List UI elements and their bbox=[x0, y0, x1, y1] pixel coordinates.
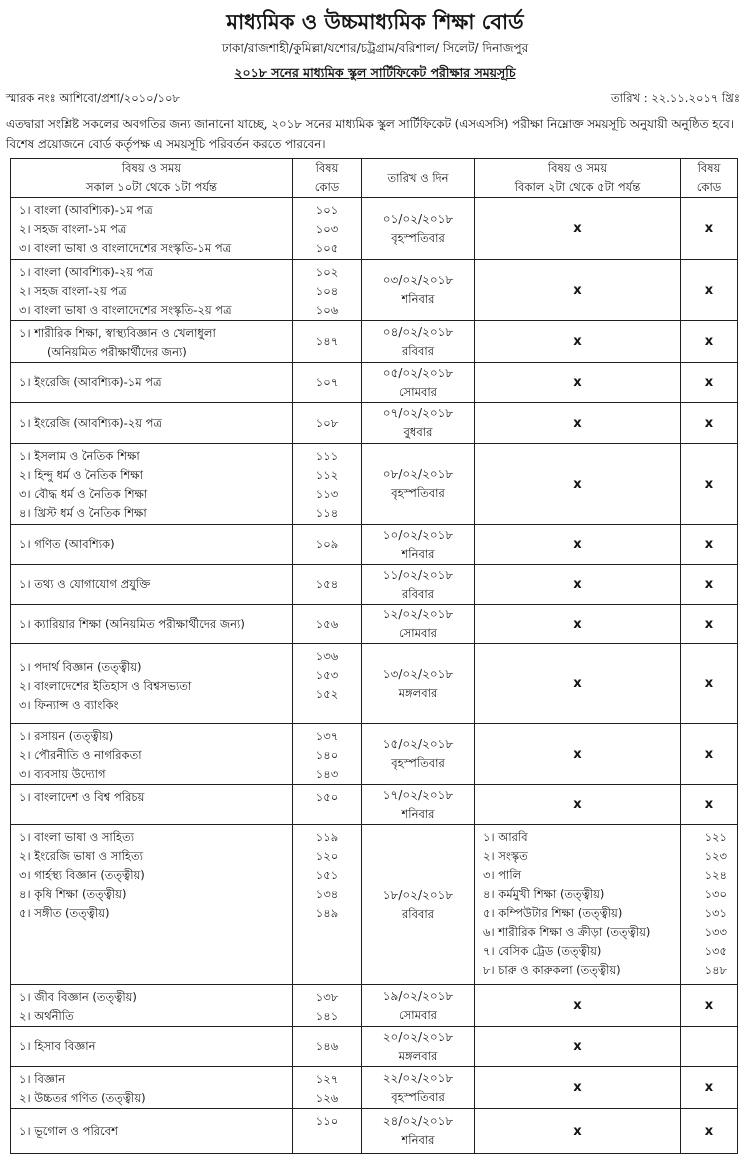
table-row bbox=[11, 565, 738, 605]
subject: ৫। সঙ্গীত (তত্ত্বীয়) bbox=[19, 906, 110, 920]
subject-code: ১৫১ bbox=[315, 868, 339, 882]
subject-note: (অনিয়মিত পরীক্ষার্থীদের জন্য) bbox=[47, 345, 187, 359]
weekday: বৃহস্পতিবার bbox=[391, 1089, 445, 1104]
table-row bbox=[11, 605, 738, 644]
subject: ২। বাংলাদেশের ইতিহাস ও বিশ্বসভ্যতা bbox=[19, 679, 192, 693]
board-title: মাধ্যমিক ও উচ্চমাধ্যমিক শিক্ষা বোর্ড bbox=[226, 10, 524, 34]
subject: ২। অর্থনীতি bbox=[19, 1009, 74, 1023]
subject: ১। গণিত (আবশ্যিক) bbox=[19, 537, 115, 551]
subject-code: ১৫৪ bbox=[315, 577, 339, 591]
afternoon-code: x bbox=[681, 785, 738, 825]
table-row bbox=[11, 724, 738, 785]
header-morning-subject-label: বিষয় ও সময় bbox=[121, 161, 182, 175]
morning-subjects bbox=[11, 198, 293, 260]
table-row bbox=[11, 1109, 738, 1154]
afternoon-subject: x bbox=[475, 321, 681, 363]
table-row bbox=[11, 260, 738, 321]
subject-codes bbox=[293, 1109, 362, 1154]
subject: ১। হিসাব বিজ্ঞান bbox=[19, 1039, 96, 1053]
subject-codes bbox=[293, 444, 362, 525]
subject-code: ১০৬ bbox=[315, 303, 339, 317]
exam-date bbox=[362, 785, 475, 825]
table-header-row bbox=[11, 159, 738, 198]
morning-subjects bbox=[11, 260, 293, 321]
subject: ১। ক্যারিয়ার শিক্ষা (অনিয়মিত পরীক্ষার্থীদের জন্য) bbox=[19, 616, 245, 631]
date: ২০/০২/২০১৮ bbox=[382, 1029, 454, 1044]
exam-date bbox=[362, 260, 475, 321]
afternoon-subjects bbox=[475, 825, 681, 985]
exam-date bbox=[362, 1067, 475, 1109]
morning-subjects bbox=[11, 565, 293, 605]
subject: ১। বাংলা ভাষা ও সাহিত্য bbox=[19, 830, 135, 844]
table-row bbox=[11, 644, 738, 724]
date: ১৩/০২/২০১৮ bbox=[382, 666, 454, 681]
afternoon-code: x bbox=[681, 444, 738, 525]
subject-code: ১০৮ bbox=[315, 415, 339, 430]
subject: ১। ইংরেজি (আবশ্যিক)-১ম পত্র bbox=[19, 375, 162, 389]
subject-code: ১১৯ bbox=[315, 830, 339, 844]
exam-date bbox=[362, 525, 475, 565]
header-afternoon-subject-label: বিষয় ও সময় bbox=[547, 161, 608, 175]
table-row bbox=[11, 403, 738, 444]
morning-subjects bbox=[11, 644, 293, 724]
subject-code: ১৫০ bbox=[315, 790, 339, 804]
subject-codes bbox=[293, 321, 362, 363]
afternoon-subject: ৪। কর্মমুখী শিক্ষা (তত্ত্বীয়) bbox=[483, 887, 605, 901]
subject: ১। ইসলাম ও নৈতিক শিক্ষা bbox=[19, 449, 140, 463]
weekday: শনিবার bbox=[401, 806, 435, 821]
afternoon-code: x bbox=[681, 403, 738, 444]
subject-code: ১৪১ bbox=[315, 1009, 339, 1023]
morning-subjects bbox=[11, 1027, 293, 1067]
schedule-title bbox=[0, 65, 750, 81]
morning-subjects bbox=[11, 403, 293, 444]
header-date-day: তারিখ ও দিন bbox=[362, 159, 475, 198]
afternoon-subject: ৩। পালি bbox=[483, 868, 522, 882]
date: ০৮/০২/২০১৮ bbox=[382, 467, 454, 481]
subject-codes bbox=[293, 605, 362, 644]
date: ০৫/০২/২০১৮ bbox=[382, 365, 454, 380]
weekday: রবিবার bbox=[401, 906, 435, 921]
subject-codes bbox=[293, 363, 362, 403]
subject-code: ১৩৭ bbox=[315, 729, 339, 743]
morning-subjects bbox=[11, 1067, 293, 1109]
subject: ২। হিন্দু ধর্ম ও নৈতিক শিক্ষা bbox=[19, 468, 143, 482]
afternoon-subject: x bbox=[475, 363, 681, 403]
subject-code: ১৪৩ bbox=[315, 767, 339, 781]
header-morning-time: সকাল ১০টা থেকে ১টা পর্যন্ত bbox=[86, 180, 217, 194]
subject-codes bbox=[293, 260, 362, 321]
subject-code: ১৫২ bbox=[315, 687, 339, 701]
subject-code: ১৪৭ bbox=[315, 334, 339, 348]
subject-code: ১০৫ bbox=[315, 241, 339, 255]
board-list: ঢাকা/রাজশাহী/কুমিল্লা/যশোর/চট্রগ্রাম/বরিশাল/ সিলেট/ দিনাজপুর bbox=[221, 41, 529, 55]
date: ০৩/০২/২০১৮ bbox=[382, 273, 454, 287]
subject: ৪। কৃষি শিক্ষা (তত্ত্বীয়) bbox=[19, 887, 127, 901]
subject-code: ১১৩ bbox=[315, 487, 339, 501]
subject: ৩। বাংলা ভাষা ও বাংলাদেশের সংস্কৃতি-২য় পত্র bbox=[19, 303, 232, 317]
afternoon-code: ১৩৫ bbox=[704, 944, 727, 958]
afternoon-subject: ১। আরবি bbox=[483, 830, 528, 844]
subject: ৪। খ্রিস্ট ধর্ম ও নৈতিক শিক্ষা bbox=[19, 506, 147, 520]
subject: ২। উচ্চতর গণিত (তত্ত্বীয়) bbox=[19, 1091, 146, 1105]
subject: ২। ইংরেজি ভাষা ও সাহিত্য bbox=[19, 849, 143, 863]
afternoon-subject: x bbox=[475, 403, 681, 444]
table-row bbox=[11, 785, 738, 825]
subject-code: ১১০ bbox=[315, 1114, 339, 1128]
exam-date bbox=[362, 605, 475, 644]
morning-subjects bbox=[11, 444, 293, 525]
weekday: মঙ্গলবার bbox=[398, 1048, 438, 1063]
exam-date bbox=[362, 1027, 475, 1067]
afternoon-subject: x bbox=[475, 444, 681, 525]
header-afternoon-code-l2: কোড bbox=[696, 180, 722, 194]
subject-code: ১০৩ bbox=[315, 222, 339, 236]
weekday: রবিবার bbox=[401, 343, 435, 358]
afternoon-subject: x bbox=[475, 1067, 681, 1109]
afternoon-subject: ৬। শারীরিক শিক্ষা ও ক্রীড়া (তত্ত্বীয়) bbox=[483, 925, 651, 939]
table-row bbox=[11, 363, 738, 403]
afternoon-code: x bbox=[681, 605, 738, 644]
afternoon-subject: x bbox=[475, 1027, 681, 1067]
weekday: বুধবার bbox=[403, 425, 433, 439]
afternoon-subject: ৮। চারু ও কারুকলা (তত্ত্বীয়) bbox=[483, 963, 621, 977]
morning-subjects bbox=[11, 363, 293, 403]
afternoon-subject: x bbox=[475, 1109, 681, 1154]
morning-subjects bbox=[11, 825, 293, 985]
afternoon-subject: ৭। বেসিক ট্রেড (তত্ত্বীয়) bbox=[483, 944, 602, 958]
table-row bbox=[11, 985, 738, 1027]
subject-codes bbox=[293, 565, 362, 605]
afternoon-subject: x bbox=[475, 724, 681, 785]
subject-code: ১৩৮ bbox=[315, 990, 339, 1004]
subject: ১। রসায়ন (তত্ত্বীয়) bbox=[19, 729, 114, 743]
afternoon-codes bbox=[681, 825, 738, 985]
afternoon-subject: ৫। কম্পিউটার শিক্ষা (তত্ত্বীয়) bbox=[483, 906, 623, 920]
afternoon-subject: x bbox=[475, 785, 681, 825]
subject: ২। সহজ বাংলা-২য় পত্র bbox=[19, 284, 127, 298]
subject-code: ১০৭ bbox=[315, 375, 339, 389]
weekday: শনিবার bbox=[401, 1133, 435, 1147]
afternoon-code: ১৩১ bbox=[704, 906, 727, 920]
date: ১১/০২/২০১৮ bbox=[382, 567, 454, 582]
afternoon-subject: x bbox=[475, 260, 681, 321]
afternoon-code: x bbox=[681, 724, 738, 785]
date: ০৪/০২/২০১৮ bbox=[382, 324, 454, 339]
morning-subjects bbox=[11, 724, 293, 785]
weekday: সোমবার bbox=[398, 384, 438, 399]
schedule-title-text: ২০১৮ সনের মাধ্যমিক স্কুল সার্টিফিকেট পরীক্ষার সময়সূচি bbox=[234, 65, 516, 80]
subject-code: ১১৪ bbox=[315, 506, 339, 520]
exam-date bbox=[362, 985, 475, 1027]
date: ১২/০২/২০১৮ bbox=[382, 607, 454, 621]
afternoon-code: x bbox=[681, 198, 738, 260]
subject: ১। বাংলা (আবশ্যিক)-১ম পত্র bbox=[19, 203, 153, 217]
weekday: বৃহস্পতিবার bbox=[391, 230, 445, 245]
afternoon-subject: x bbox=[475, 985, 681, 1027]
afternoon-code: ১২১ bbox=[704, 830, 727, 844]
date: ২৪/০২/২০১৮ bbox=[382, 1114, 454, 1128]
subject: ১। ইংরেজি (আবশ্যিক)-২য় পত্র bbox=[19, 415, 162, 430]
header-morning-subject bbox=[11, 159, 293, 198]
subject: ১। ভূগোল ও পরিবেশ bbox=[19, 1123, 118, 1138]
subject: ১। শারীরিক শিক্ষা, স্বাস্থ্যবিজ্ঞান ও খেলাধুলা bbox=[19, 326, 216, 340]
afternoon-code: ১২৩ bbox=[704, 849, 727, 863]
intro-paragraph: এতদ্বারা সংশ্লিষ্ট সকলের অবগতির জন্য জানানো যাচ্ছে, ২০১৮ সনের মাধ্যমিক স্কুল সার্টিফিকেট (এসএসসি) পরীক্ষা নিম্নোক্ত সময়সূচি অনুযায়ী অনুষ্ঠিত হবে। বিশেষ প্রয়োজনে বোর্ড কর্তৃপক্ষ এ সময়সূচি পরিবর্তন করতে পারবেন। bbox=[6, 117, 734, 151]
subject-codes bbox=[293, 198, 362, 260]
subject: ৩। ফিন্যান্স ও ব্যাংকিং bbox=[19, 698, 119, 712]
table-row bbox=[11, 525, 738, 565]
subject-code: ১৩৪ bbox=[315, 887, 339, 901]
date: ১০/০২/২০১৮ bbox=[382, 527, 454, 542]
afternoon-code bbox=[681, 1027, 738, 1067]
weekday: শনিবার bbox=[401, 546, 435, 561]
subject: ২। সহজ বাংলা-১ম পত্র bbox=[19, 222, 127, 236]
subject-codes bbox=[293, 403, 362, 444]
date: ১৫/০২/২০১৮ bbox=[382, 737, 454, 751]
morning-subjects bbox=[11, 321, 293, 363]
afternoon-code: x bbox=[681, 1067, 738, 1109]
subject: ৩। বাংলা ভাষা ও বাংলাদেশের সংস্কৃতি-১ম পত্র bbox=[19, 241, 232, 255]
table-row bbox=[11, 321, 738, 363]
subject-code: ১০৯ bbox=[315, 537, 339, 551]
subject-code: ১১১ bbox=[315, 449, 339, 463]
subject: ৩। গার্হস্থ্য বিজ্ঞান (তত্ত্বীয়) bbox=[19, 868, 145, 882]
issue-date: তারিখ : ২২.১১.২০১৭ খ্রিঃ bbox=[610, 91, 740, 105]
morning-subjects bbox=[11, 985, 293, 1027]
header-code-l2: কোড bbox=[314, 180, 340, 194]
weekday: রবিবার bbox=[401, 586, 435, 601]
subject-codes bbox=[293, 1027, 362, 1067]
afternoon-code: x bbox=[681, 525, 738, 565]
subject-codes bbox=[293, 644, 362, 724]
afternoon-subject: x bbox=[475, 605, 681, 644]
date: ১৮/০২/২০১৮ bbox=[382, 887, 454, 902]
subject: ১। বাংলা (আবশ্যিক)-২য় পত্র bbox=[19, 265, 154, 279]
date: ১৯/০২/২০১৮ bbox=[382, 988, 454, 1003]
afternoon-subject: x bbox=[475, 644, 681, 724]
subject-codes bbox=[293, 525, 362, 565]
exam-date bbox=[362, 321, 475, 363]
morning-subjects bbox=[11, 1109, 293, 1154]
subject: ১। বাংলাদেশ ও বিশ্ব পরিচয় bbox=[19, 790, 145, 804]
subject-code: ১২৬ bbox=[315, 1091, 339, 1105]
subject: ৩। বৌদ্ধ ধর্ম ও নৈতিক শিক্ষা bbox=[19, 487, 148, 501]
subject-code: ১২০ bbox=[315, 849, 339, 863]
afternoon-subject: x bbox=[475, 525, 681, 565]
afternoon-code: ১৩৩ bbox=[704, 925, 727, 939]
subject: ৩। ব্যবসায় উদ্যোগ bbox=[19, 767, 106, 781]
exam-date bbox=[362, 363, 475, 403]
weekday: বৃহস্পতিবার bbox=[391, 486, 445, 500]
subject: ১। জীব বিজ্ঞান (তত্ত্বীয়) bbox=[19, 990, 137, 1004]
table-row bbox=[11, 1067, 738, 1109]
afternoon-code: x bbox=[681, 321, 738, 363]
subject-codes bbox=[293, 985, 362, 1027]
subject: ২। পৌরনীতি ও নাগরিকতা bbox=[19, 748, 142, 762]
morning-subjects bbox=[11, 785, 293, 825]
subject-code: ১৫৩ bbox=[315, 668, 339, 682]
exam-date bbox=[362, 565, 475, 605]
exam-date bbox=[362, 825, 475, 985]
afternoon-code: x bbox=[681, 565, 738, 605]
exam-date bbox=[362, 403, 475, 444]
header-code bbox=[293, 159, 362, 198]
subject-code: ১০৪ bbox=[315, 284, 339, 298]
exam-date bbox=[362, 724, 475, 785]
weekday: মঙ্গলবার bbox=[398, 685, 438, 700]
table-row bbox=[11, 198, 738, 260]
morning-subjects bbox=[11, 525, 293, 565]
date: ০১/০২/২০১৮ bbox=[382, 211, 454, 226]
subject-codes bbox=[293, 785, 362, 825]
header-afternoon-time: বিকাল ২টা থেকে ৫টা পর্যন্ত bbox=[514, 180, 641, 194]
table-row bbox=[11, 825, 738, 985]
subject-code: ১৪৯ bbox=[315, 906, 339, 920]
subject-code: ১২৭ bbox=[315, 1072, 339, 1086]
header-afternoon-subject bbox=[475, 159, 681, 198]
subject-codes bbox=[293, 724, 362, 785]
afternoon-code: x bbox=[681, 363, 738, 403]
afternoon-code: x bbox=[681, 644, 738, 724]
weekday: বৃহস্পতিবার bbox=[391, 756, 445, 770]
afternoon-subject: x bbox=[475, 565, 681, 605]
subject-code: ১৪৬ bbox=[315, 1039, 339, 1053]
date: ০৭/০২/২০১৮ bbox=[382, 406, 454, 420]
weekday: সোমবার bbox=[398, 626, 438, 640]
subject-code: ১১২ bbox=[315, 468, 339, 482]
table-row bbox=[11, 444, 738, 525]
header-afternoon-code-l1: বিষয় bbox=[697, 161, 721, 175]
subject-code: ১৩৬ bbox=[315, 649, 339, 663]
weekday: সোমবার bbox=[398, 1007, 438, 1022]
afternoon-code: ১২৪ bbox=[704, 868, 727, 882]
subject-code: ১৫৬ bbox=[315, 616, 339, 631]
afternoon-code: x bbox=[681, 1109, 738, 1154]
memo-number: স্মারক নংঃ আশিবো/প্রশা/২০১০/১০৮ bbox=[6, 91, 180, 105]
subject-code: ১৪০ bbox=[315, 748, 339, 762]
afternoon-code: ১৪৮ bbox=[704, 963, 727, 977]
header-code-l1: বিষয় bbox=[315, 161, 339, 175]
exam-date bbox=[362, 1109, 475, 1154]
exam-date bbox=[362, 198, 475, 260]
exam-date bbox=[362, 444, 475, 525]
morning-subjects bbox=[11, 605, 293, 644]
afternoon-subject: x bbox=[475, 198, 681, 260]
table-row bbox=[11, 1027, 738, 1067]
subject-code: ১০১ bbox=[315, 203, 339, 217]
exam-schedule-table bbox=[10, 158, 738, 1154]
date: ১৭/০২/২০১৮ bbox=[382, 787, 454, 802]
subject-code: ১০২ bbox=[315, 265, 339, 279]
afternoon-code: x bbox=[681, 260, 738, 321]
subject: ১। পদার্থ বিজ্ঞান (তত্ত্বীয়) bbox=[19, 660, 142, 674]
weekday: শনিবার bbox=[401, 292, 435, 306]
date: ২২/০২/২০১৮ bbox=[382, 1070, 454, 1085]
subject: ১। তথ্য ও যোগাযোগ প্রযুক্তি bbox=[19, 577, 151, 591]
subject: ১। বিজ্ঞান bbox=[19, 1072, 66, 1086]
afternoon-subject: ২। সংস্কৃত bbox=[483, 849, 528, 863]
afternoon-code: x bbox=[681, 985, 738, 1027]
exam-date bbox=[362, 644, 475, 724]
header-afternoon-code bbox=[681, 159, 738, 198]
afternoon-code: ১৩০ bbox=[704, 887, 727, 901]
subject-codes bbox=[293, 1067, 362, 1109]
subject-codes bbox=[293, 825, 362, 985]
